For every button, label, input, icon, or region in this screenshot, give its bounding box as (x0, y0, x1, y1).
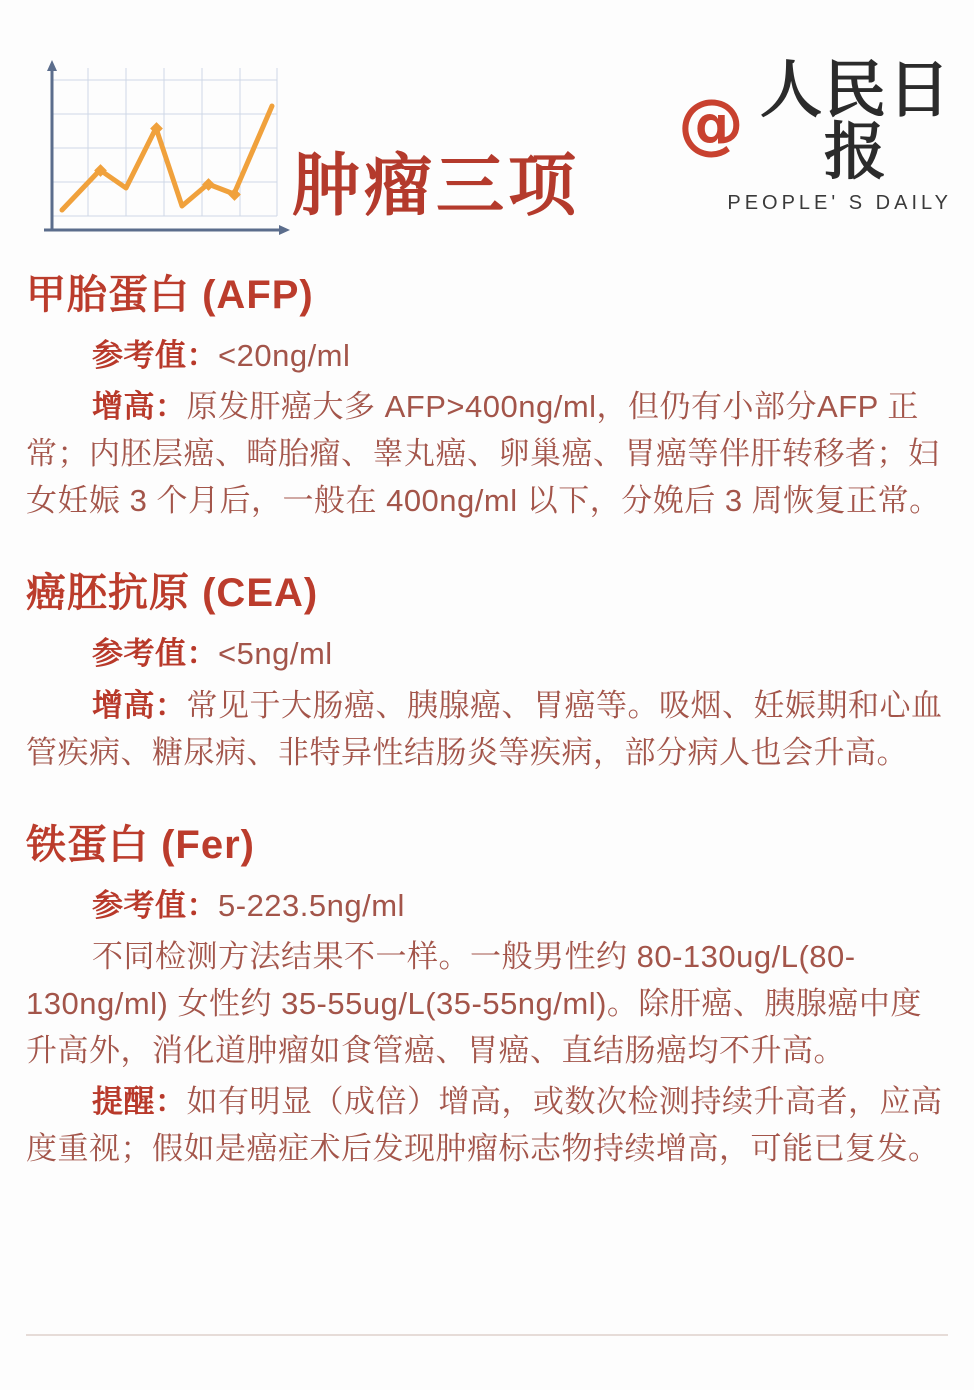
section-heading: 癌胚抗原 (CEA) (26, 571, 319, 616)
line-chart-icon (22, 58, 292, 248)
section-row (26, 933, 948, 1074)
row-lead: 增高： (92, 687, 187, 723)
section-row (26, 630, 948, 677)
document-body (0, 272, 974, 1218)
section-row (26, 682, 948, 776)
row-text: 原发肝癌大多 AFP>400ng/ml，但仍有小部分AFP 正常；内胚层癌、畸胎瘤、睾丸癌、卵巢癌、胃癌等伴肝转移者；妇女妊娠 3 个月后，一般在 400ng/ml 以下，分娩后 3 周恢复正常。 (26, 389, 941, 519)
section-row (26, 332, 948, 379)
row-text: 常见于大肠癌、胰腺癌、胃癌等。吸烟、妊娠期和心血管疾病、糖尿病、非特异性结肠炎等疾病，部分病人也会升高。 (26, 687, 943, 770)
section-row (26, 383, 948, 524)
document-header (0, 0, 974, 268)
footer-divider (26, 1334, 948, 1336)
row-text: 如有明显（成倍）增高，或数次检测持续升高者，应高度重视；假如是癌症术后发现肿瘤标志物持续增高，可能已复发。 (26, 1084, 943, 1167)
section-afp (26, 272, 948, 524)
row-text: 5-223.5ng/ml (218, 887, 405, 923)
row-lead: 参考值： (92, 636, 218, 672)
row-lead: 提醒： (92, 1084, 187, 1120)
row-text: <5ng/ml (218, 636, 333, 672)
row-lead: 参考值： (92, 887, 218, 923)
row-text: 不同检测方法结果不一样。一般男性约 80-130ug/L(80-130ng/ml) 女性约 35-55ug/L(35-55ng/ml)。除肝癌、胰腺癌中度升高外，消化道肿瘤如食管癌、胃癌、直结肠癌均不升高。 (26, 938, 922, 1069)
brand-name-en: PEOPLE' S DAILY (727, 192, 952, 214)
section-heading: 铁蛋白 (Fer) (26, 822, 255, 867)
at-symbol-icon: @ (678, 85, 744, 162)
brand-name-cn: 人民日报 (759, 56, 952, 187)
section-row (26, 1078, 948, 1172)
page-title: 肿瘤三项 (292, 148, 581, 224)
brand-logo (678, 56, 958, 215)
section-fer (26, 822, 948, 1173)
row-lead: 参考值： (92, 338, 218, 373)
section-row (26, 882, 948, 929)
row-lead: 增高： (92, 389, 187, 425)
row-text: <20ng/ml (218, 338, 351, 373)
section-heading: 甲胎蛋白 (AFP) (26, 273, 314, 317)
section-cea (26, 570, 948, 775)
